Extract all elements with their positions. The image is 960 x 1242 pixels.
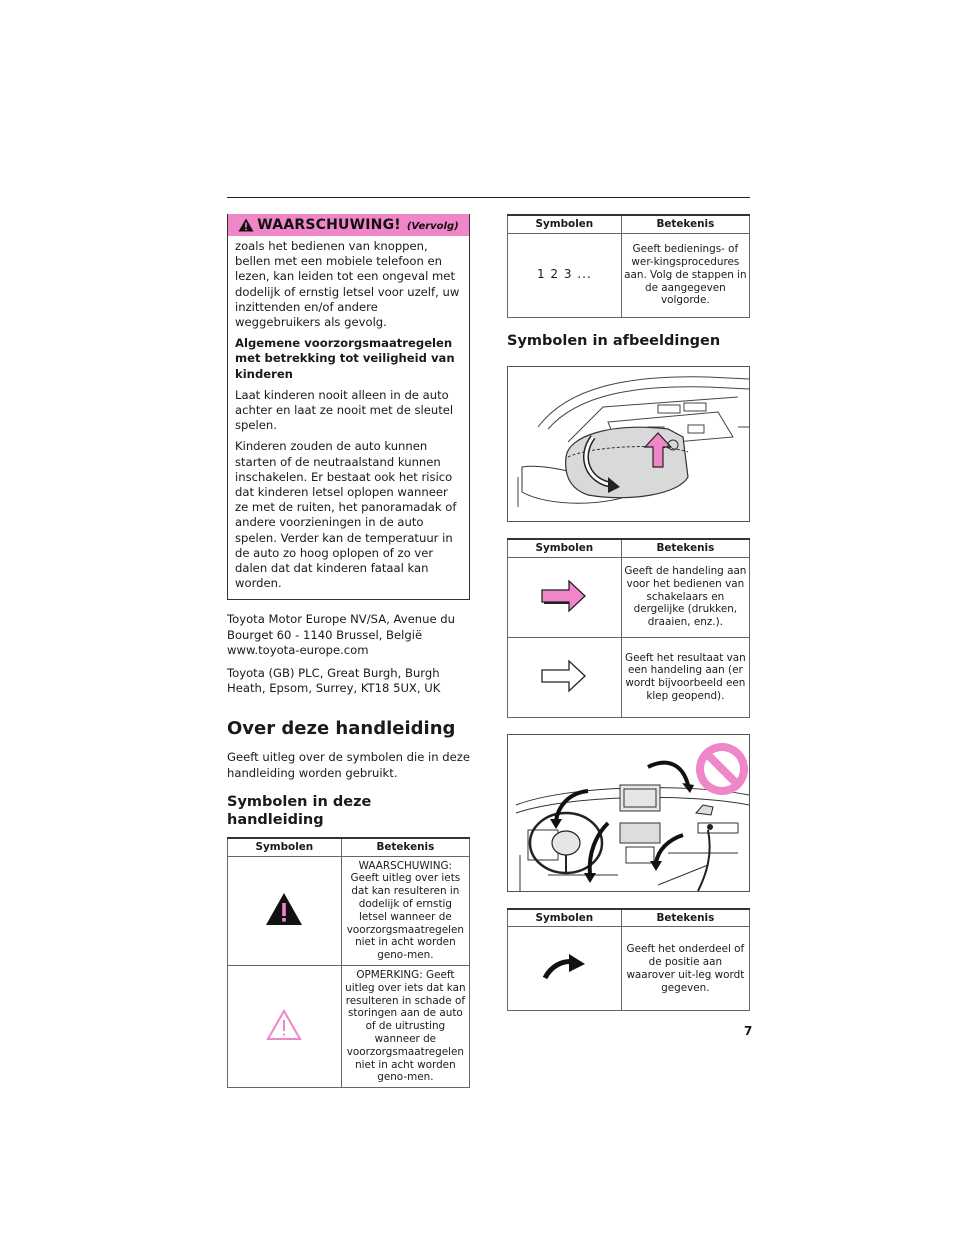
symbol-cell [228,966,342,1088]
warning-header [228,214,469,236]
column-header-symbols: Symbolen [508,909,622,927]
meaning-cell: WAARSCHUWING: Geeft uitleg over iets dat kan resulteren in dodelijk of ernstig letsel wanneer de voorzorgsmaatregelen niet in acht worden geno-men. [341,856,469,965]
column-header-meaning: Betekenis [621,215,749,233]
illustration-dashboard [507,734,750,892]
subsection-title: Symbolen in afbeeldingen [507,332,721,349]
table-header-row [508,215,750,233]
warning-heading: Algemene voorzorgsmaatregelen met betrekking tot veiligheid van kinderen [235,336,455,381]
symbol-cell [508,927,622,1011]
table-row [508,927,750,1011]
warning-subtitle: (Vervolg) [406,220,459,232]
column-header-meaning: Betekenis [621,539,749,557]
subsection-title: Symbolen in deze handleiding [227,793,372,828]
warning-body [228,236,469,599]
step-numbers-symbol: 1 2 3 ... [536,267,592,282]
table-row [508,557,750,637]
column-header-symbols: Symbolen [228,838,342,856]
warning-paragraph: Laat kinderen nooit alleen in de auto achter en laat ze nooit met de sleutel spelen. [235,387,454,433]
dashboard-illustration [508,735,749,891]
warning-icon [238,218,254,232]
warning-paragraph: Kinderen zouden de auto kunnen starten of de neutraalstand kunnen inschakelen. Er bestaat ook het risico dat kinderen letsel oplopen wanneer ze met de ruiten, het panoramadak of andere voorzieningen in de auto spelen. Verder kan de temperatuur in de auto zo hoog oplopen of zo ver dalen dat dat kinderen fataal kan worden. [235,439,457,591]
meaning-cell: Geeft het resultaat van een handeling aan (er wordt bijvoorbeeld een klep geopend). [621,637,749,717]
meaning-cell: Geeft het onderdeel of de positie aan waarover uit-leg wordt gegeven. [621,927,749,1011]
action-arrow-pink-icon [539,575,589,615]
page-number: 7 [744,1024,753,1038]
right-column [507,214,750,1011]
address-uk: Toyota (GB) PLC, Great Burgh, Burgh Heath, Epsom, Surrey, KT18 5UX, UK [227,666,441,696]
meaning-cell: Geeft bedienings- of wer-kingsprocedures aan. Volg de stappen in de aangegeven volgorde. [621,233,749,317]
column-header-meaning: Betekenis [341,838,469,856]
section-title: Over deze handleiding [227,718,456,740]
table-row [228,966,470,1088]
result-arrow-outline-icon [539,655,589,695]
warning-title: WAARSCHUWING! [257,217,401,233]
column-header-symbols: Symbolen [508,539,622,557]
table-row [508,637,750,717]
column-header-meaning: Betekenis [621,909,749,927]
table-header-row [228,838,470,856]
pointer-symbols-table [507,908,750,1012]
table-row [228,856,470,965]
symbol-cell [508,233,622,317]
top-rule [227,197,750,198]
symbols-table-continued [507,214,750,318]
column-header-symbols: Symbolen [508,215,622,233]
meaning-cell: OPMERKING: Geeft uitleg over iets dat kan resulteren in schade of storingen aan de auto of de uitrusting wanneer de voorzorgsmaatregelen niet in acht worden geno-men. [341,966,469,1088]
table-header-row [508,539,750,557]
warning-paragraph: zoals het bedienen van knoppen, bellen met een mobiele telefoon en lezen, kan leiden tot een ongeval met dodelijk of ernstig letsel voor uzelf, uw inzittenden en/of andere weggebruikers als gevolg. [235,239,460,330]
table-row [508,233,750,317]
symbols-table [227,837,470,1088]
caution-triangle-outline-icon [266,1009,302,1041]
illustration-symbols-table [507,538,750,718]
symbol-cell [228,856,342,965]
symbol-cell [508,637,622,717]
address-europe: Toyota Motor Europe NV/SA, Avenue du Bourget 60 - 1140 Brussel, België www.toyota-europe.com [227,612,455,657]
pointer-arrow-black-icon [541,952,587,982]
symbol-cell [508,557,622,637]
warning-box [227,214,470,600]
meaning-cell: Geeft de handeling aan voor het bedienen van schakelaars en dergelijke (drukken, draaien, enz.). [621,557,749,637]
illustration-overhead-console [507,366,750,522]
table-header-row [508,909,750,927]
section-intro: Geeft uitleg over de symbolen die in deze handleiding worden gebruikt. [227,750,470,780]
left-column [227,214,470,1088]
overhead-console-illustration [508,367,749,521]
warning-triangle-filled-icon [265,892,303,926]
